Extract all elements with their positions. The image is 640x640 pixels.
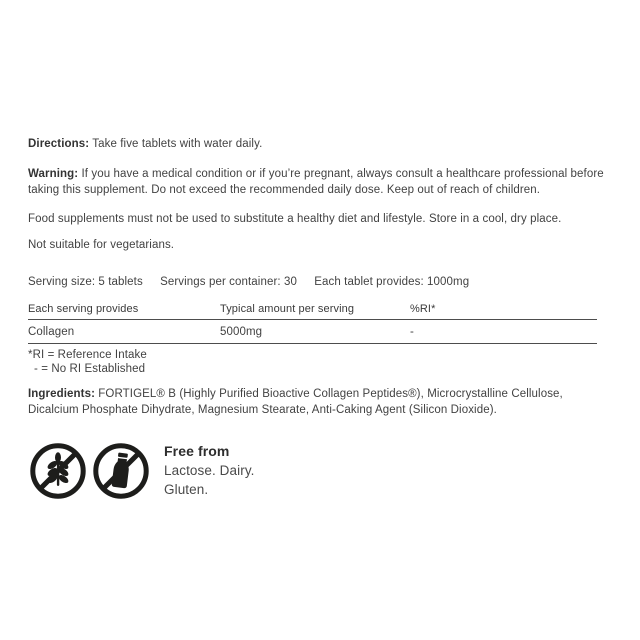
warning-paragraph	[28, 166, 616, 198]
directions-paragraph	[28, 136, 616, 152]
storage-note: Food supplements must not be used to substitute a healthy diet and lifestyle. Store in a cool, dry place.	[28, 213, 562, 225]
nutrient-ri: -	[410, 326, 414, 338]
directions-text: Take five tablets with water daily.	[89, 138, 263, 150]
free-from-line-1: Lactose. Dairy.	[164, 463, 255, 478]
directions-label: Directions:	[28, 138, 90, 150]
servings-per-container: Servings per container: 30	[160, 276, 297, 288]
table-footnotes	[28, 349, 616, 376]
ingredients-paragraph	[28, 386, 616, 418]
nutrition-table	[28, 303, 597, 344]
column-header-serving: Each serving provides	[28, 303, 139, 315]
nutrient-name: Collagen	[28, 326, 75, 338]
free-from-text	[164, 441, 255, 499]
tablet-provides: Each tablet provides: 1000mg	[314, 276, 470, 288]
serving-info-line	[28, 274, 616, 290]
footnote-ri: *RI = Reference Intake	[28, 349, 147, 361]
supplement-label-panel	[28, 136, 616, 501]
warning-label: Warning:	[28, 168, 79, 180]
dairy-free-icon	[91, 441, 151, 501]
column-header-amount: Typical amount per serving	[220, 303, 355, 315]
ingredients-label: Ingredients:	[28, 388, 96, 400]
footnote-no-ri: - = No RI Established	[34, 362, 146, 375]
ingredients-text: FORTIGEL® B (Highly Purified Bioactive Collagen Peptides®), Microcrystalline Cellulose, Dicalcium Phosphate Dihydrate, Magnesium Stearate, Anti-Caking Agent (Silicon Dioxide).	[28, 388, 563, 416]
warning-text: If you have a medical condition or if you’re pregnant, always consult a healthcare professional before taking this supplement. Do not exceed the recommended daily dose. Keep out of reach of children.	[28, 168, 604, 196]
nutrition-table-header	[28, 303, 597, 320]
serving-size: Serving size: 5 tablets	[28, 276, 143, 288]
nutrient-amount: 5000mg	[220, 326, 263, 338]
free-from-section	[28, 441, 616, 501]
free-from-title: Free from	[164, 443, 230, 459]
column-header-ri: %RI*	[410, 303, 436, 315]
free-from-line-2: Gluten.	[164, 482, 209, 497]
table-row	[28, 320, 597, 344]
vegetarian-note: Not suitable for vegetarians.	[28, 239, 175, 251]
gluten-free-icon	[28, 441, 88, 501]
